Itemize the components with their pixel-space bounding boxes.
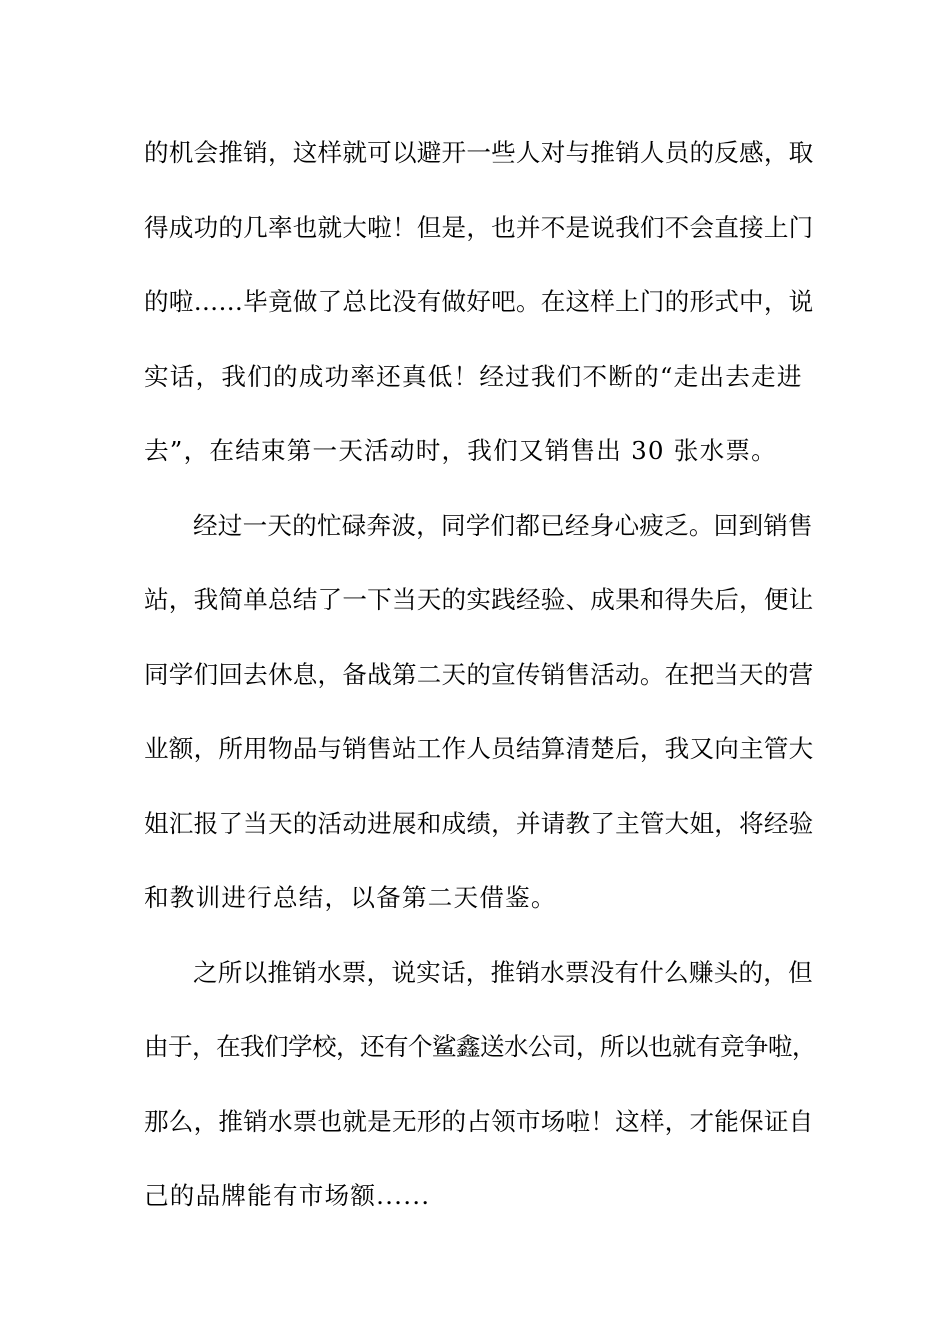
paragraph-1 (144, 132, 814, 505)
text-line: 那么，推销水票也就是无形的占领市场啦！这样，才能保证自 (144, 1106, 814, 1136)
text-line-indented: 之所以推销水票，说实话，推销水票没有什么赚头的，但 (193, 957, 813, 987)
text-line: 由于，在我们学校，还有个鲨鑫送水公司，所以也就有竞争啦， (144, 1032, 816, 1061)
text-line: 去”，在结束第一天活动时，我们又销售出 30 张水票。 (144, 436, 777, 465)
text-line: 得成功的几率也就大啦！但是，也并不是说我们不会直接上门 (144, 212, 814, 242)
text-line: 的啦……毕竟做了总比没有做好吧。在这样上门的形式中，说 (144, 287, 814, 316)
document-body (144, 132, 814, 1250)
text-line: 姐汇报了当天的活动进展和成绩，并请教了主管大姐，将经验 (144, 808, 814, 838)
paragraph-2 (144, 505, 814, 952)
text-line: 业额，所用物品与销售站工作人员结算清楚后，我又向主管大 (144, 734, 814, 763)
text-line: 实话，我们的成功率还真低！经过我们不断的“走出去走进 (144, 361, 803, 391)
paragraph-3 (144, 952, 814, 1250)
text-line: 站，我简单总结了一下当天的实践经验、成果和得失后，便让 (144, 585, 814, 614)
text-line: 同学们回去休息，备战第二天的宣传销售活动。在把当天的营 (144, 659, 814, 689)
text-line: 和教训进行总结，以备第二天借鉴。 (144, 883, 557, 912)
text-line: 的机会推销，这样就可以避开一些人对与推销人员的反感，取 (144, 138, 814, 167)
text-line-indented: 经过一天的忙碌奔波，同学们都已经身心疲乏。回到销售 (193, 510, 813, 540)
text-line: 己的品牌能有市场额...... (144, 1181, 431, 1210)
